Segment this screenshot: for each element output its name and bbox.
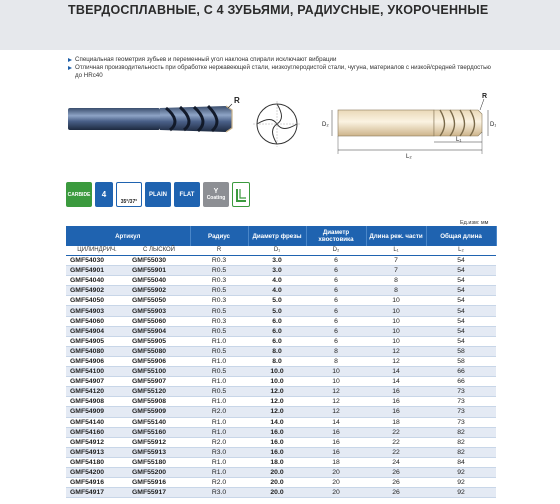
article-flat: GMF55100 — [128, 367, 190, 377]
drawing-radius-label: R — [482, 93, 488, 100]
header-article: Артикул — [66, 226, 190, 246]
shank-diameter-value: 6 — [306, 326, 366, 336]
article-cylindrical: GMF54917 — [66, 488, 128, 498]
shank-diameter-value: 12 — [306, 397, 366, 407]
cut-length-value: 16 — [366, 387, 426, 397]
article-cylindrical: GMF54907 — [66, 377, 128, 387]
shank-diameter-value: 20 — [306, 488, 366, 498]
radius-value: R1.0 — [190, 467, 248, 477]
radius-value: R0.5 — [190, 306, 248, 316]
cutter-diameter-value: 6.0 — [248, 336, 306, 346]
cutter-diameter-value: 16.0 — [248, 447, 306, 457]
helix-angle-icon — [116, 182, 142, 207]
spec-table-body — [66, 256, 496, 498]
table-row — [66, 356, 496, 366]
total-length-value: 54 — [426, 256, 496, 266]
table-row — [66, 256, 496, 266]
shank-diameter-value: 6 — [306, 256, 366, 266]
header-shank-diameter: Диаметр хвостовика — [306, 226, 366, 246]
cutter-diameter-value: 10.0 — [248, 367, 306, 377]
article-cylindrical: GMF54908 — [66, 397, 128, 407]
cut-length-value: 10 — [366, 316, 426, 326]
cutter-diameter-value: 6.0 — [248, 316, 306, 326]
radius-value: R0.3 — [190, 296, 248, 306]
article-flat: GMF55907 — [128, 377, 190, 387]
shank-diameter-value: 16 — [306, 447, 366, 457]
article-flat: GMF55080 — [128, 346, 190, 356]
cutter-diameter-value: 20.0 — [248, 478, 306, 488]
total-length-value: 58 — [426, 356, 496, 366]
article-cylindrical: GMF54100 — [66, 367, 128, 377]
subheader-d1: D₁ — [248, 246, 306, 256]
cutter-diameter-value: 10.0 — [248, 377, 306, 387]
shank-diameter-value: 8 — [306, 356, 366, 366]
header-radius: Радиус — [190, 226, 248, 246]
radius-value: R1.0 — [190, 356, 248, 366]
radius-value: R0.3 — [190, 276, 248, 286]
cut-length-value: 7 — [366, 266, 426, 276]
total-length-value: 66 — [426, 367, 496, 377]
shank-diameter-value: 12 — [306, 387, 366, 397]
article-cylindrical: GMF54030 — [66, 256, 128, 266]
cut-length-value: 24 — [366, 457, 426, 467]
article-flat: GMF55060 — [128, 316, 190, 326]
cutter-diameter-value: 5.0 — [248, 296, 306, 306]
table-row — [66, 417, 496, 427]
shank-diameter-value: 10 — [306, 377, 366, 387]
cut-length-value: 10 — [366, 326, 426, 336]
radius-label: R — [234, 96, 240, 105]
cutter-diameter-value: 8.0 — [248, 346, 306, 356]
coating-letter: Y — [213, 187, 219, 195]
total-length-value: 73 — [426, 397, 496, 407]
table-row — [66, 377, 496, 387]
total-length-value: 54 — [426, 316, 496, 326]
shank-diameter-value: 12 — [306, 407, 366, 417]
cut-length-value: 12 — [366, 356, 426, 366]
dimension-drawing — [316, 90, 496, 162]
table-row — [66, 266, 496, 276]
article-flat: GMF55040 — [128, 276, 190, 286]
shank-diameter-value: 16 — [306, 437, 366, 447]
cutter-diameter-value: 12.0 — [248, 407, 306, 417]
shank-diameter-value: 20 — [306, 467, 366, 477]
table-row — [66, 296, 496, 306]
article-cylindrical: GMF54903 — [66, 306, 128, 316]
cutter-diameter-value: 12.0 — [248, 387, 306, 397]
article-cylindrical: GMF54140 — [66, 417, 128, 427]
article-cylindrical: GMF54180 — [66, 457, 128, 467]
subheader-cylindrical: ЦИЛИНДРИЧ. — [66, 246, 128, 256]
cutter-diameter-value: 20.0 — [248, 467, 306, 477]
flutes-icon: 4 — [95, 182, 113, 207]
subheader-l1: L₁ — [366, 246, 426, 256]
radius-value: R0.5 — [190, 346, 248, 356]
article-flat: GMF55916 — [128, 478, 190, 488]
helix-angle-label: 35°/37° — [120, 199, 138, 205]
radius-value: R0.5 — [190, 367, 248, 377]
radius-value: R2.0 — [190, 478, 248, 488]
total-length-value: 84 — [426, 457, 496, 467]
page-title: ТВЕРДОСПЛАВНЫЕ, С 4 ЗУБЬЯМИ, РАДИУСНЫЕ, УКОРОЧЕННЫЕ — [68, 3, 489, 17]
radius-value: R2.0 — [190, 407, 248, 417]
header-band — [0, 0, 560, 50]
cut-length-value: 26 — [366, 488, 426, 498]
shank-diameter-value: 18 — [306, 457, 366, 467]
cut-length-value: 10 — [366, 296, 426, 306]
total-length-value: 73 — [426, 387, 496, 397]
article-cylindrical: GMF54050 — [66, 296, 128, 306]
flat-shank-icon: FLAT — [174, 182, 200, 207]
d2-label: D₂ — [322, 122, 329, 128]
shank-diameter-value: 6 — [306, 266, 366, 276]
article-flat: GMF55912 — [128, 437, 190, 447]
article-flat: GMF55903 — [128, 306, 190, 316]
total-length-value: 54 — [426, 336, 496, 346]
cutter-diameter-value: 5.0 — [248, 306, 306, 316]
total-length-value: 54 — [426, 296, 496, 306]
cutter-diameter-value: 3.0 — [248, 256, 306, 266]
header-cutter-diameter: Диаметр фрезы — [248, 226, 306, 246]
shank-diameter-value: 6 — [306, 296, 366, 306]
article-flat: GMF55913 — [128, 447, 190, 457]
feature-text: Отличная производительность при обработке нержавеющей стали, низкоуглеродистой стали, чугуна, материалов с низкой/средней твердостью до HRc40 — [75, 64, 491, 79]
header-total-length: Общая длина — [426, 226, 496, 246]
radius-value: R0.5 — [190, 387, 248, 397]
cutter-diameter-value: 18.0 — [248, 457, 306, 467]
article-cylindrical: GMF54912 — [66, 437, 128, 447]
cut-length-value: 8 — [366, 286, 426, 296]
total-length-value: 54 — [426, 286, 496, 296]
table-row — [66, 407, 496, 417]
l1-label: L₁ — [456, 137, 462, 143]
radius-value: R0.3 — [190, 316, 248, 326]
total-length-value: 92 — [426, 488, 496, 498]
total-length-value: 54 — [426, 276, 496, 286]
header-cut-length: Длина реж. части — [366, 226, 426, 246]
shank-diameter-value: 6 — [306, 286, 366, 296]
table-row — [66, 326, 496, 336]
article-flat: GMF55902 — [128, 286, 190, 296]
units-note: Ед.изм: мм — [460, 220, 489, 226]
article-flat: GMF55908 — [128, 397, 190, 407]
article-cylindrical: GMF54120 — [66, 387, 128, 397]
table-row — [66, 457, 496, 467]
cut-length-value: 16 — [366, 397, 426, 407]
cut-length-value: 14 — [366, 367, 426, 377]
d1-label: D₁ — [490, 122, 496, 128]
l2-label: L₂ — [406, 154, 412, 160]
table-row — [66, 306, 496, 316]
cutter-diameter-value: 20.0 — [248, 488, 306, 498]
radius-value: R1.0 — [190, 427, 248, 437]
radius-value: R1.0 — [190, 377, 248, 387]
feature-item — [68, 56, 498, 64]
cut-length-value: 26 — [366, 478, 426, 488]
table-row — [66, 447, 496, 457]
cutter-diameter-value: 4.0 — [248, 286, 306, 296]
article-flat: GMF55140 — [128, 417, 190, 427]
article-cylindrical: GMF54916 — [66, 478, 128, 488]
table-row — [66, 387, 496, 397]
radius-value: R0.5 — [190, 326, 248, 336]
radius-value: R2.0 — [190, 437, 248, 447]
feature-text: Специальная геометрия зубьев и переменный угол наклона спирали исключают вибрации — [75, 56, 337, 63]
cut-length-value: 26 — [366, 467, 426, 477]
shank-diameter-value: 14 — [306, 417, 366, 427]
table-row — [66, 286, 496, 296]
radius-value: R0.5 — [190, 286, 248, 296]
cutter-diameter-value: 12.0 — [248, 397, 306, 407]
article-cylindrical: GMF54902 — [66, 286, 128, 296]
cut-length-value: 12 — [366, 346, 426, 356]
total-length-value: 82 — [426, 447, 496, 457]
table-row — [66, 397, 496, 407]
shank-diameter-value: 16 — [306, 427, 366, 437]
article-flat: GMF55160 — [128, 427, 190, 437]
cut-length-value: 22 — [366, 437, 426, 447]
cutter-diameter-value: 14.0 — [248, 417, 306, 427]
radius-value: R0.3 — [190, 256, 248, 266]
total-length-value: 54 — [426, 266, 496, 276]
shank-diameter-value: 10 — [306, 367, 366, 377]
total-length-value: 82 — [426, 427, 496, 437]
cut-length-value: 10 — [366, 306, 426, 316]
article-flat: GMF55909 — [128, 407, 190, 417]
cutter-diameter-value: 4.0 — [248, 276, 306, 286]
article-flat: GMF55905 — [128, 336, 190, 346]
table-row — [66, 467, 496, 477]
total-length-value: 82 — [426, 437, 496, 447]
cutter-diameter-value: 6.0 — [248, 326, 306, 336]
cutter-diameter-value: 16.0 — [248, 437, 306, 447]
cut-length-value: 18 — [366, 417, 426, 427]
article-cylindrical: GMF54906 — [66, 356, 128, 366]
article-flat: GMF55030 — [128, 256, 190, 266]
article-cylindrical: GMF54905 — [66, 336, 128, 346]
table-row — [66, 367, 496, 377]
cutter-diameter-value: 16.0 — [248, 427, 306, 437]
cut-length-value: 10 — [366, 336, 426, 346]
table-row — [66, 478, 496, 488]
radius-value: R1.0 — [190, 417, 248, 427]
article-flat: GMF55917 — [128, 488, 190, 498]
spec-table — [66, 226, 497, 498]
article-cylindrical: GMF54200 — [66, 467, 128, 477]
plain-shank-icon: PLAIN — [145, 182, 171, 207]
cut-length-value: 7 — [366, 256, 426, 266]
article-cylindrical: GMF54060 — [66, 316, 128, 326]
shank-diameter-value: 8 — [306, 346, 366, 356]
cut-length-value: 14 — [366, 377, 426, 387]
article-cylindrical: GMF54080 — [66, 346, 128, 356]
coating-icon — [203, 182, 229, 207]
coating-label: Coating — [206, 194, 226, 201]
total-length-value: 54 — [426, 306, 496, 316]
article-cylindrical: GMF54909 — [66, 407, 128, 417]
subheader-r: R — [190, 246, 248, 256]
radius-value: R1.0 — [190, 336, 248, 346]
application-icon — [232, 182, 250, 207]
shank-diameter-value: 6 — [306, 316, 366, 326]
article-flat: GMF55180 — [128, 457, 190, 467]
article-flat: GMF55200 — [128, 467, 190, 477]
total-length-value: 92 — [426, 478, 496, 488]
table-row — [66, 276, 496, 286]
total-length-value: 92 — [426, 467, 496, 477]
table-row — [66, 437, 496, 447]
shank-diameter-value: 6 — [306, 306, 366, 316]
table-row — [66, 336, 496, 346]
subheader-l2: L₂ — [426, 246, 496, 256]
article-flat: GMF55906 — [128, 356, 190, 366]
cut-length-value: 22 — [366, 427, 426, 437]
article-flat: GMF55904 — [128, 326, 190, 336]
table-row — [66, 488, 496, 498]
cutter-diameter-value: 3.0 — [248, 266, 306, 276]
radius-value: R3.0 — [190, 488, 248, 498]
article-cylindrical: GMF54901 — [66, 266, 128, 276]
end-view-drawing — [248, 100, 306, 148]
shank-diameter-value: 6 — [306, 276, 366, 286]
subheader-flat: С ЛЫСКОЙ — [128, 246, 190, 256]
article-cylindrical: GMF54904 — [66, 326, 128, 336]
radius-value: R1.0 — [190, 397, 248, 407]
feature-list — [68, 56, 498, 80]
article-flat: GMF55120 — [128, 387, 190, 397]
cut-length-value: 8 — [366, 276, 426, 286]
article-cylindrical: GMF54160 — [66, 427, 128, 437]
total-length-value: 73 — [426, 407, 496, 417]
total-length-value: 73 — [426, 417, 496, 427]
article-flat: GMF55901 — [128, 266, 190, 276]
table-row — [66, 427, 496, 437]
radius-value: R1.0 — [190, 457, 248, 467]
end-mill-photo — [66, 94, 241, 146]
shank-diameter-value: 6 — [306, 336, 366, 346]
total-length-value: 58 — [426, 346, 496, 356]
total-length-value: 54 — [426, 326, 496, 336]
article-flat: GMF55050 — [128, 296, 190, 306]
cut-length-value: 22 — [366, 447, 426, 457]
table-row — [66, 346, 496, 356]
radius-value: R3.0 — [190, 447, 248, 457]
radius-value: R0.5 — [190, 266, 248, 276]
cut-length-value: 16 — [366, 407, 426, 417]
article-cylindrical: GMF54040 — [66, 276, 128, 286]
table-row — [66, 316, 496, 326]
subheader-d2: D₂ — [306, 246, 366, 256]
feature-item — [68, 64, 498, 80]
total-length-value: 66 — [426, 377, 496, 387]
cutter-diameter-value: 8.0 — [248, 356, 306, 366]
article-cylindrical: GMF54913 — [66, 447, 128, 457]
shank-diameter-value: 20 — [306, 478, 366, 488]
carbide-icon: CARBIDE — [66, 182, 92, 207]
